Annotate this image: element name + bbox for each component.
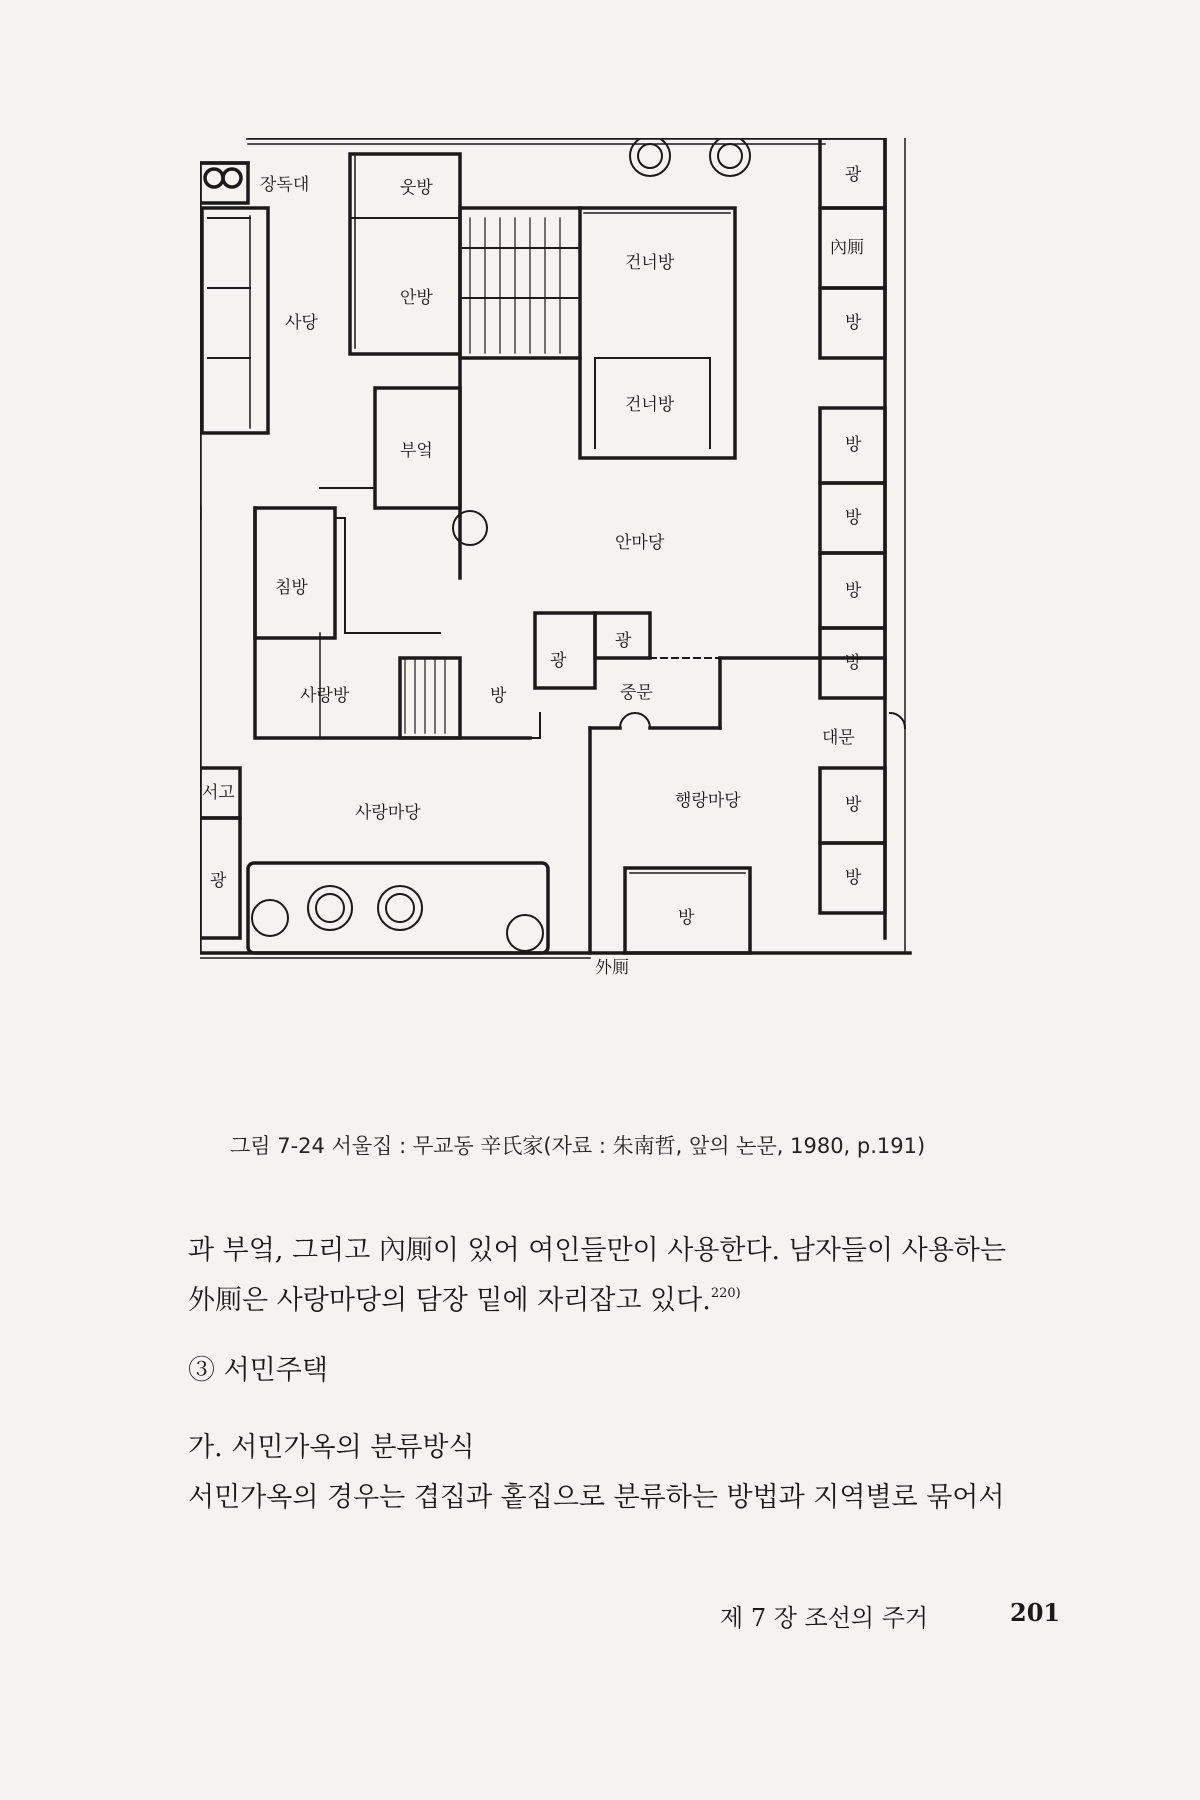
label-right-room-6: 방 [845, 795, 862, 815]
label-bang-bottom: 방 [678, 908, 695, 928]
label-jangdokdae: 장독대 [260, 175, 310, 195]
label-right-room-3: 방 [845, 508, 862, 528]
label-right-room-7: 방 [845, 868, 862, 888]
label-right-room-1: 방 [845, 313, 862, 333]
label-right-room-2: 방 [845, 435, 862, 455]
label-geonneobang-1: 건너방 [625, 253, 675, 273]
body-line-1: 과 부엌, 그리고 內厠이 있어 여인들만이 사용한다. 남자들이 사용하는 [188, 1235, 1006, 1266]
label-bueok: 부엌 [400, 441, 433, 461]
running-footer: 제 7 장 조선의 주거 [720, 1604, 929, 1632]
body-line-2 [188, 1285, 1088, 1317]
label-geonneobang-2: 건너방 [625, 395, 675, 415]
label-gwang-right: 광 [845, 165, 862, 185]
body-line-2-text: 外厠은 사랑마당의 담장 밑에 자리잡고 있다. [188, 1285, 711, 1316]
label-haengnangmadang: 행랑마당 [675, 791, 741, 811]
label-anmadang: 안마당 [615, 533, 665, 553]
label-right-room-5: 방 [845, 653, 862, 673]
floor-plan-figure [200, 138, 1030, 1118]
section-heading: ③ 서민주택 [188, 1355, 328, 1386]
label-sadang: 사당 [285, 313, 318, 333]
label-seogo: 서고 [202, 783, 235, 803]
label-sarangbang: 사랑방 [300, 686, 350, 706]
label-bang-sarang: 방 [490, 686, 507, 706]
label-gwang-left: 광 [210, 871, 227, 891]
label-oecheuk: 外厠 [595, 958, 629, 978]
label-utbang: 웃방 [400, 178, 433, 198]
label-right-room-4: 방 [845, 581, 862, 601]
subheading: 가. 서민가옥의 분류방식 [188, 1432, 475, 1463]
label-sarangmadang: 사랑마당 [355, 803, 421, 823]
label-gwang-mid-1: 광 [550, 651, 567, 671]
page-number: 201 [1010, 1598, 1061, 1627]
label-anbang: 안방 [400, 288, 433, 308]
label-naecheuk: 內厠 [830, 238, 864, 258]
footnote-ref: 220) [710, 1286, 741, 1301]
body-line-3: 서민가옥의 경우는 겹집과 홑집으로 분류하는 방법과 지역별로 묶어서 [188, 1482, 1005, 1513]
label-daemun: 대문 [822, 728, 855, 748]
figure-caption: 그림 7-24 서울집 : 무교동 辛氏家(자료 : 朱南哲, 앞의 논문, 1980, p.191) [230, 1134, 926, 1158]
label-chimbang: 침방 [275, 578, 308, 598]
label-gwang-mid-2: 광 [615, 631, 632, 651]
label-jungmun: 중문 [620, 683, 653, 703]
